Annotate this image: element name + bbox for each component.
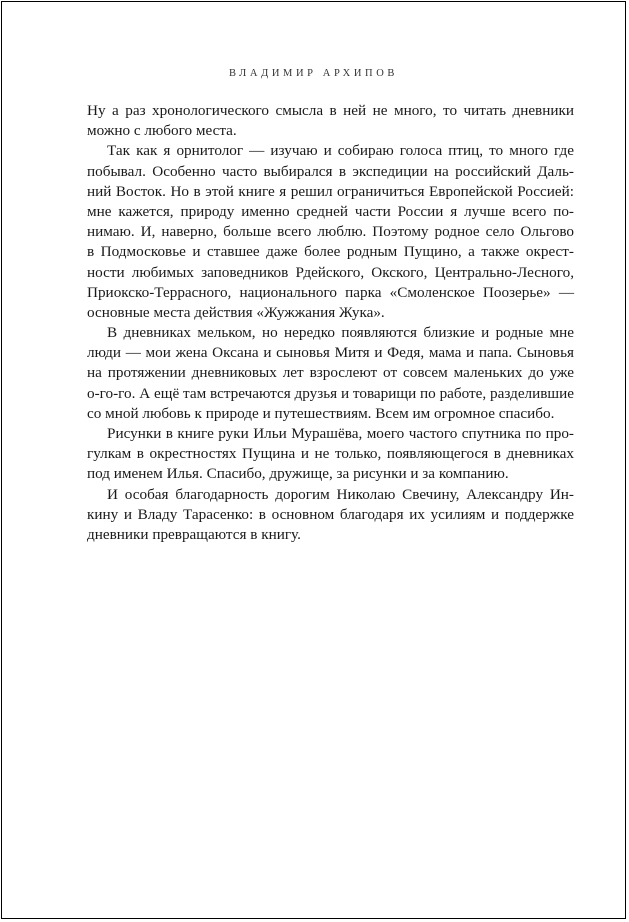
text-line: ний Восток. Но в этой книге я решил ограничиться Европейской Россией: bbox=[87, 182, 574, 200]
paragraph bbox=[87, 101, 574, 141]
text-line: кину и Владу Тарасенко: в основном благодаря их усилиям и поддержке bbox=[87, 505, 574, 523]
paragraph bbox=[87, 424, 574, 485]
body-text bbox=[87, 101, 574, 545]
text-line: побывал. Особенно часто выбирался в экспедиции на российский Даль- bbox=[87, 162, 574, 180]
text-line: со мной любовь к природе и путешествиям. Всем им огромное спасибо. bbox=[87, 404, 555, 422]
text-line: можно с любого места. bbox=[87, 122, 237, 140]
text-line: В дневниках мельком, но нередко появляются близкие и родные мне bbox=[107, 324, 574, 342]
text-line: о-го-го. А ещё там встречаются друзья и товарищи по работе, разделившие bbox=[87, 384, 574, 402]
paragraph bbox=[87, 485, 574, 546]
paragraph bbox=[87, 141, 574, 323]
text-line: Рисунки в книге руки Ильи Мурашёва, моего частого спутника по про- bbox=[107, 425, 574, 442]
text-line: нимаю. И, наверно, больше всего люблю. Поэтому родное село Ольгово bbox=[87, 223, 574, 241]
text-line: Так как я орнитолог — изучаю и собираю голоса птиц, то много где bbox=[107, 142, 574, 160]
text-line: И особая благодарность дорогим Николаю Свечину, Александру Ин- bbox=[107, 485, 574, 503]
paragraph bbox=[87, 323, 574, 424]
text-line: в Подмосковье и ставшее даже более родным Пущино, а также окрест- bbox=[87, 243, 574, 261]
text-line: дневники превращаются в книгу. bbox=[87, 525, 301, 543]
text-line: под именем Илья. Спасибо, дружище, за рисунки и за компанию. bbox=[87, 465, 509, 483]
text-line: гулкам в окрестностях Пущина и не только, появляющегося в дневниках bbox=[87, 445, 574, 463]
running-head: ВЛАДИМИР АРХИПОВ bbox=[228, 68, 399, 79]
text-line: мне кажется, природу именно средней части России я лучше всего по- bbox=[87, 202, 574, 220]
text-line: на протяжении дневниковых лет взрослеют от совсем маленьких до уже bbox=[87, 364, 574, 382]
text-line: люди — мои жена Оксана и сыновья Митя и Федя, мама и папа. Сыновья bbox=[87, 344, 574, 362]
text-line: основные места действия «Жужжания Жука». bbox=[87, 303, 385, 321]
text-line: ности любимых заповедников Рдейского, Окского, Центрально-Лесного, bbox=[87, 263, 574, 281]
text-line: Приокско-Террасного, национального парка «Смоленское Поозерье» — bbox=[87, 283, 574, 301]
book-page bbox=[1, 1, 626, 919]
text-line: Ну а раз хронологического смысла в ней не много, то читать дневники bbox=[87, 102, 574, 119]
